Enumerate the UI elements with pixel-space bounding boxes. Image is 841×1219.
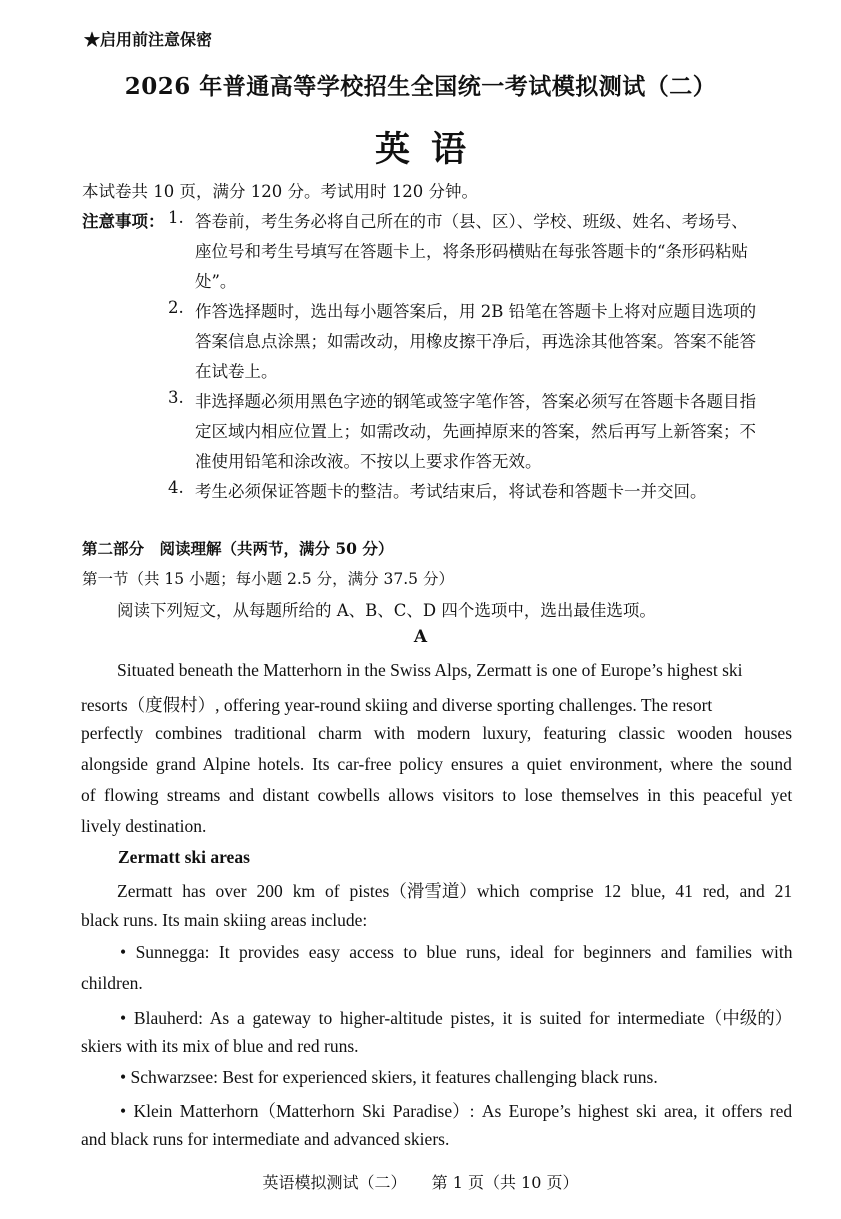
passage-line: of flowing streams and distant cowbells allows visitors to lose themselves in this peaceful yet [81, 785, 793, 805]
subject-title: 英语 [374, 129, 487, 170]
bullet-item-blauherd: • Blauherd: As a gateway to higher-altitude pistes, it is suited for intermediate（中级的） [120, 1008, 793, 1028]
page-footer [0, 1170, 841, 1193]
bullet-item-schwarzsee: • Schwarzsee: Best for experienced skiers, it features challenging black runs. [120, 1067, 658, 1087]
part-title: 第二部分 阅读理解（共两节，满分 50 分） [82, 539, 394, 558]
passage-line: perfectly combines traditional charm with modern luxury, featuring classic wooden houses [81, 723, 792, 743]
reading-directions: 阅读下列短文，从每题所给的 A、B、C、D 四个选项中，选出最佳选项。 [117, 601, 656, 620]
note-line: 定区域内相应位置上；如需改动，先画掉原来的答案，然后再写上新答案；不 [195, 422, 756, 441]
bullet-item-continuation: children. [81, 973, 143, 993]
note-line: 答案信息点涂黑；如需改动，用橡皮擦干净后，再选涂其他答案。答案不能答 [195, 332, 756, 351]
paper-intro: 本试卷共 10 页，满分 120 分。考试用时 120 分钟。 [82, 182, 478, 201]
confidential-notice: ★启用前注意保密 [84, 30, 213, 49]
subsection-title: 第一节（共 15 小题；每小题 2.5 分，满分 37.5 分） [82, 570, 454, 588]
note-line: 非选择题必须用黑色字迹的钢笔或签字笔作答，答案必须写在答题卡各题目指 [195, 392, 756, 411]
passage-line: Situated beneath the Matterhorn in the Swiss Alps, Zermatt is one of Europe’s highest ski [117, 660, 743, 680]
note-line: 处”。 [195, 272, 237, 291]
bullet-item-continuation: skiers with its mix of blue and red runs. [81, 1036, 359, 1056]
note-line: 答卷前，考生务必将自己所在的市（县、区）、学校、班级、姓名、考场号、 [195, 212, 748, 231]
note-line: 准使用铅笔和涂改液。不按以上要求作答无效。 [195, 452, 542, 471]
note-number: 1. [168, 208, 184, 227]
footer-test-name: 英语模拟测试（二） [262, 1173, 407, 1192]
passage-subheading: Zermatt ski areas [118, 847, 250, 867]
notes-label: 注意事项： [82, 212, 165, 231]
passage-letter: A [413, 627, 428, 647]
note-line: 考生必须保证答题卡的整洁。考试结束后，将试卷和答题卡一并交回。 [195, 482, 707, 501]
note-number: 2. [168, 298, 184, 317]
footer-page-number: 第 1 页（共 10 页） [431, 1173, 579, 1192]
passage-line: black runs. Its main skiing areas include: [81, 910, 368, 930]
exam-title: 2026 年普通高等学校招生全国统一考试模拟测试（二） [124, 73, 717, 100]
note-number: 3. [168, 388, 184, 407]
passage-line: Zermatt has over 200 km of pistes（滑雪道）which comprise 12 blue, 41 red, and 21 [117, 881, 793, 901]
passage-line: resorts（度假村）, offering year-round skiing and diverse sporting challenges. The resort [81, 695, 713, 715]
passage-line: alongside grand Alpine hotels. Its car-free policy ensures a quiet environment, where the sound [81, 754, 792, 774]
note-line: 座位号和考生号填写在答题卡上，将条形码横贴在每张答题卡的“条形码粘贴 [195, 242, 748, 261]
note-line: 在试卷上。 [195, 362, 278, 381]
bullet-item-continuation: and black runs for intermediate and advanced skiers. [81, 1129, 450, 1149]
bullet-item-klein-matterhorn: • Klein Matterhorn（Matterhorn Ski Paradise）: As Europe’s highest ski area, it offers red [120, 1101, 793, 1121]
passage-line: lively destination. [81, 816, 207, 836]
note-line: 作答选择题时，选出每小题答案后，用 2B 铅笔在答题卡上将对应题目选项的 [195, 302, 757, 321]
bullet-item-sunnegga: • Sunnegga: It provides easy access to blue runs, ideal for beginners and families with [120, 942, 793, 962]
note-number: 4. [168, 478, 184, 497]
